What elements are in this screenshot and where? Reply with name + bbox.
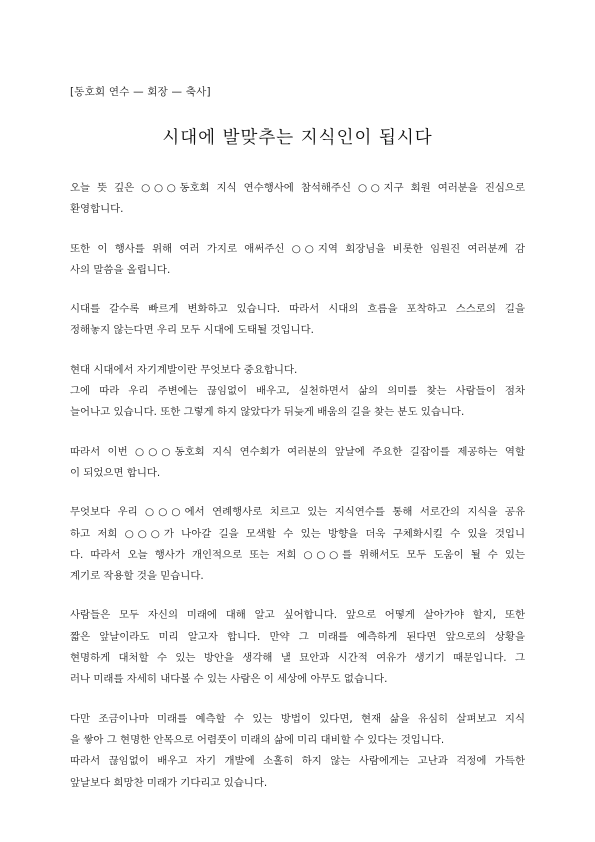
text-line: 하고 저희 ○○○가 나아갈 길을 모색할 수 있는 방향을 더욱 구체화시킬 수 있을 것입니	[70, 527, 525, 540]
text-line: 짧은 앞날이라도 미리 알고자 합니다. 만약 그 미래를 예측하게 된다면 앞으로의 상황을	[70, 630, 525, 643]
text-line: 러나 미래를 자세히 내다볼 수 있는 사람은 이 세상에 아무도 없습니다.	[70, 673, 388, 686]
text-line: 현명하게 대처할 수 있는 방안을 생각해 낼 묘안과 시간적 여유가 생기기 때문입니다. 그	[70, 652, 525, 665]
paragraph-3	[70, 299, 525, 342]
text-line: 환영합니다.	[70, 203, 124, 216]
text-line: 무엇보다 우리 ○○○에서 연례행사로 치르고 있는 지식연수를 통해 서로간의 지식을 공유	[70, 506, 525, 519]
text-line: 따라서 끊임없이 배우고 자기 개발에 소홀히 하지 않는 사람에게는 고난과 걱정에 가득한	[70, 755, 525, 768]
text-line: 그에 따라 우리 주변에는 끊임없이 배우고, 실천하면서 삶의 의미를 찾는 사람들이 점차	[70, 385, 525, 398]
text-line: 계기로 작용할 것을 믿습니다.	[70, 570, 204, 583]
header-tag: [동호회 연수 — 회장 — 축사]	[70, 86, 211, 98]
text-line: 이 되었으면 합니다.	[70, 466, 161, 479]
text-line: 다. 따라서 오늘 행사가 개인적으로 또는 저희 ○○○를 위해서도 모두 도움이 될 수 있는	[70, 548, 525, 561]
text-line: 정해놓지 않는다면 우리 모두 시대에 도태될 것입니다.	[70, 324, 314, 337]
text-line: 따라서 이번 ○○○동호회 지식 연수회가 여러분의 앞날에 주요한 길잡이를 제공하는 역할	[70, 445, 525, 458]
paragraph-1	[70, 178, 525, 221]
paragraph-4	[70, 360, 525, 424]
document-body	[70, 178, 525, 812]
text-line: 사의 말씀을 올립니다.	[70, 263, 171, 276]
paragraph-7	[70, 605, 525, 690]
text-line: 시대를 갈수록 빠르게 변화하고 있습니다. 따라서 시대의 흐름을 포착하고 스스로의 길을	[70, 303, 525, 316]
paragraph-6	[70, 502, 525, 587]
text-line: 앞날보다 희망찬 미래가 기다리고 있습니다.	[70, 776, 268, 789]
text-line: 또한 이 행사를 위해 여러 가지로 애써주신 ○○지역 회장님을 비롯한 임원진 여러분께 감	[70, 242, 525, 255]
paragraph-8	[70, 709, 525, 794]
text-line: 오늘 뜻 깊은 ○○○동호회 지식 연수행사에 참석해주신 ○○지구 회원 여러분을 진심으로	[70, 182, 525, 194]
paragraph-2	[70, 239, 525, 282]
text-line: 사람들은 모두 자신의 미래에 대해 알고 싶어합니다. 앞으로 어떻게 살아가야 할지, 또한	[70, 609, 525, 622]
text-line: 을 쌓아 그 현명한 안목으로 어렴풋이 미래의 삶에 미리 대비할 수 있다는 것입니다.	[70, 733, 445, 746]
text-line: 늘어나고 있습니다. 또한 그렇게 하지 않았다가 뒤늦게 배움의 길을 찾는 분도 있습니다.	[70, 406, 465, 419]
paragraph-5	[70, 442, 525, 485]
text-line: 현대 시대에서 자기계발이란 무엇보다 중요합니다.	[70, 363, 298, 376]
page-title: 시대에 발맞추는 지식인이 됩시다	[162, 128, 433, 148]
text-line: 다만 조금이나마 미래를 예측할 수 있는 방법이 있다면, 현재 삶을 유심히 살펴보고 지식	[70, 712, 525, 725]
